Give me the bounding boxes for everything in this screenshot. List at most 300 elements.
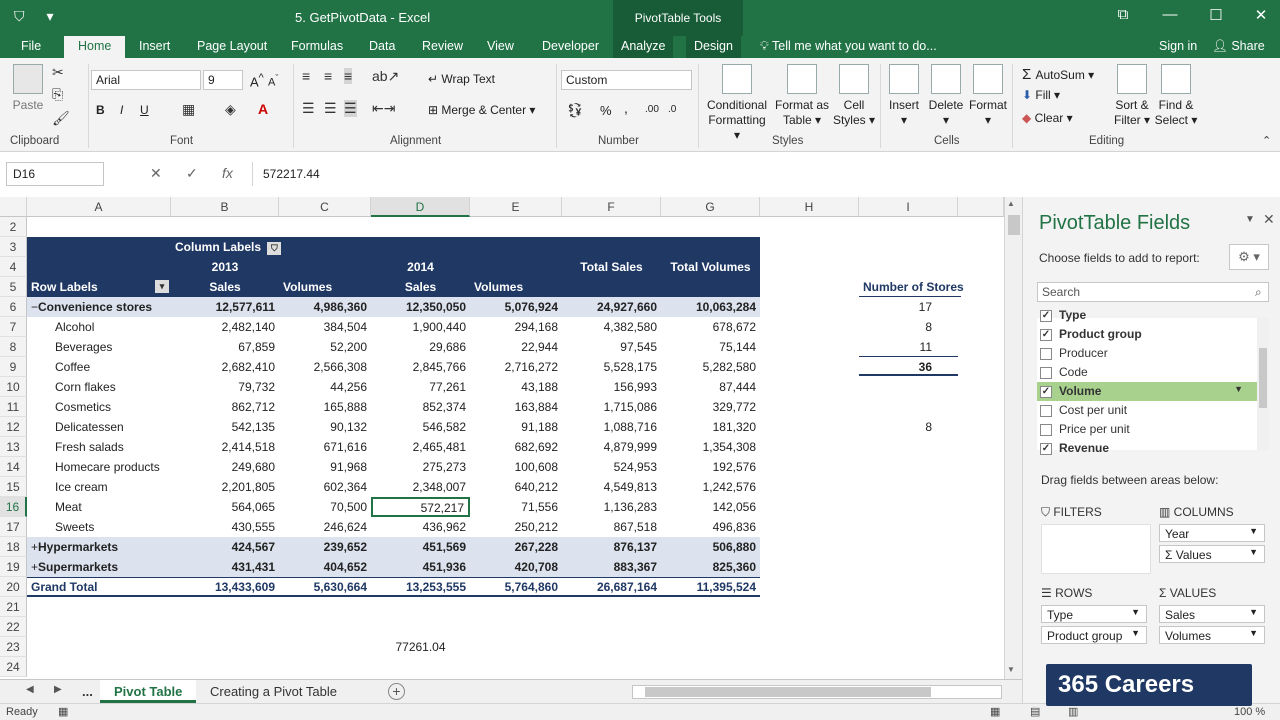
close-icon[interactable]: ✕ [1254,7,1268,24]
table-cell[interactable]: 87,444 [719,380,756,394]
table-cell[interactable]: 506,880 [712,540,756,554]
columns-label: COLUMNS [1173,505,1234,519]
dropdown-icon[interactable]: ▼ [1249,526,1258,536]
table-cell[interactable]: 384,504 [323,320,367,334]
page-break-view-icon[interactable]: ▥ [1068,706,1079,718]
insert-function-icon[interactable]: fx [222,165,233,181]
table-cell[interactable]: 8 [925,320,932,334]
table-cell[interactable]: 876,137 [613,540,657,554]
table-cell[interactable]: 1,242,576 [702,480,756,494]
column-header-i[interactable]: I [859,197,958,217]
format-cells-button[interactable]: Format ▾ [968,64,1008,128]
table-cell[interactable]: 11 [859,337,936,357]
field-volume[interactable] [1037,382,1257,401]
cancel-formula-icon[interactable]: ✕ [150,165,162,181]
table-cell[interactable]: 192,576 [712,460,756,474]
item-label[interactable]: Cosmetics [55,400,112,414]
table-cell[interactable]: 5,630,664 [313,580,367,594]
column-header-b[interactable]: B [171,197,279,217]
item-label[interactable]: Coffee [55,360,91,374]
row-header[interactable]: 19 [0,557,27,577]
table-cell[interactable]: 524,953 [613,460,657,474]
field-search-input[interactable]: Search [1037,282,1269,302]
table-cell[interactable]: 70,500 [330,500,367,514]
checkbox-icon[interactable] [1040,348,1052,360]
checkbox-checked-icon[interactable]: ✓ [1041,329,1051,340]
number-of-stores-header[interactable]: Number of Stores [859,277,961,297]
minimize-icon[interactable]: — [1162,6,1178,23]
format-label: Format [968,98,1007,112]
area-item-product-group[interactable] [1041,626,1147,644]
group-label-hypermarkets[interactable] [27,537,171,557]
table-cell[interactable]: 44,256 [330,380,367,394]
area-item-year[interactable] [1159,524,1265,542]
paste-button[interactable] [8,64,48,113]
checkbox-checked-icon[interactable]: ✓ [1041,310,1051,321]
comma-button[interactable]: , [624,100,628,116]
checkbox-icon[interactable] [1040,367,1052,379]
field-price-per-unit[interactable] [1037,420,1257,439]
table-cell[interactable]: 13,433,609 [214,580,275,594]
format-as-table-button[interactable]: Format as Table ▾ [774,64,830,128]
values-label: VALUES [1169,586,1217,600]
table-cell[interactable]: 2,348,007 [412,480,466,494]
table-cell[interactable]: 431,431 [231,560,275,574]
columns-area[interactable] [1159,502,1269,566]
bold-button[interactable]: B [96,103,105,117]
font-size-select[interactable]: 9 [203,70,243,90]
add-sheet-icon[interactable]: + [388,683,405,700]
column-filter-icon[interactable]: ⛉ [267,242,281,255]
group-divider [1012,64,1013,148]
row-header[interactable]: 20 [0,577,27,597]
formula-input[interactable]: 572217.44 [252,162,1278,186]
orientation-icon[interactable]: ab↗ [372,68,400,84]
tab-view[interactable]: View [487,39,514,53]
cell-d23[interactable]: 77261.04 [395,640,446,654]
table-cell[interactable]: 2,201,805 [221,480,275,494]
table-cell[interactable]: 542,135 [231,420,275,434]
collapse-icon[interactable]: − [31,300,39,314]
row-filter-icon[interactable]: ▾ [155,280,169,293]
area-item-values[interactable] [1159,545,1265,563]
area-item-sales[interactable] [1159,605,1265,623]
worksheet-grid[interactable] [0,197,1004,679]
table-cell[interactable]: 4,382,580 [603,320,657,334]
table-cell[interactable]: 4,986,360 [313,300,367,314]
table-cell[interactable]: 1,088,716 [603,420,657,434]
table-cell[interactable]: 67,859 [238,340,275,354]
table-cell[interactable]: 5,528,175 [603,360,657,374]
column-labels-text: Column Labels [175,240,262,254]
table-cell[interactable]: 29,686 [429,340,466,354]
row-header[interactable]: 17 [0,517,27,537]
copy-icon[interactable]: ⎘ [52,86,64,102]
table-cell[interactable]: 10,063,284 [695,300,756,314]
sheet-tab-pivot-table[interactable]: Pivot Table [100,680,196,703]
dropdown-icon[interactable]: ▼ [1249,547,1258,557]
item-label[interactable]: Corn flakes [55,380,116,394]
table-cell[interactable]: 1,136,283 [603,500,657,514]
row-header[interactable]: 7 [0,317,27,337]
table-cell[interactable]: 267,228 [514,540,558,554]
row-header[interactable]: 10 [0,377,27,397]
table-cell[interactable]: 156,993 [613,380,657,394]
row-header[interactable]: 16 [0,497,27,517]
zoom-level[interactable]: 100 % [1234,706,1266,718]
filters-drop-zone[interactable] [1041,524,1151,574]
font-name-select[interactable]: Arial [91,70,201,90]
wrap-text-button[interactable] [428,72,495,86]
column-header-c[interactable]: C [279,197,371,217]
table-cell[interactable]: 883,367 [613,560,657,574]
field-revenue[interactable] [1037,439,1257,458]
number-format-select[interactable]: Custom [561,70,692,90]
row-header[interactable]: 4 [0,257,27,277]
align-top-icon[interactable]: ≡ [302,68,311,84]
table-cell[interactable]: 1,900,440 [412,320,466,334]
table-cell[interactable]: 4,879,999 [603,440,657,454]
tab-data[interactable]: Data [369,39,396,53]
column-header-j[interactable] [958,197,1004,217]
table-cell[interactable]: 640,212 [514,480,558,494]
increase-decimal-icon[interactable]: .00 [645,104,659,115]
group-name: Convenience stores [38,300,153,314]
close-pane-icon[interactable]: ✕ [1263,211,1275,227]
number-group-label: Number [598,135,639,147]
row-header[interactable]: 23 [0,637,27,657]
delete-cells-icon [931,64,961,94]
table-cell[interactable]: 546,582 [422,420,466,434]
table-cell[interactable]: 329,772 [712,400,756,414]
row-header[interactable]: 15 [0,477,27,497]
field-type[interactable] [1037,306,1257,325]
field-cost-per-unit[interactable] [1037,401,1257,420]
rows-area[interactable] [1041,583,1151,647]
field-dropdown-icon[interactable]: ▼ [1234,384,1243,394]
group-label-convenience[interactable] [27,297,171,317]
column-header-e[interactable]: E [470,197,562,217]
align-right-icon[interactable]: ☰ [344,100,357,116]
table-cell[interactable]: 100,608 [514,460,558,474]
enter-formula-icon[interactable]: ✓ [186,165,198,181]
insert-cells-button[interactable]: Insert ▾ [884,64,924,128]
conditional-formatting-button[interactable]: Conditional Formatting ▾ [704,64,770,143]
dropdown-icon[interactable]: ▼ [1249,607,1258,617]
row-header[interactable]: 22 [0,617,27,637]
clipboard-group-label: Clipboard [10,135,60,147]
prev-sheet-icon[interactable]: ◀ [26,684,34,695]
filters-area[interactable] [1041,502,1151,574]
pane-options-icon[interactable]: ▼ [1245,214,1255,225]
shrink-font-icon[interactable]: $A^ˇ$ [268,73,279,89]
checkbox-icon[interactable] [1040,405,1052,417]
row-header[interactable]: 18 [0,537,27,557]
side-total-cell[interactable]: 36 [918,360,932,374]
decrease-decimal-icon[interactable]: .0 [668,104,677,115]
item-label[interactable]: Ice cream [55,480,108,494]
page-layout-view-icon[interactable]: ▤ [1030,706,1041,718]
area-item-label: Values [1175,548,1212,562]
table-cell[interactable]: 1,354,308 [702,440,756,454]
tab-file[interactable]: File [21,39,42,53]
share-button[interactable] [1212,39,1265,54]
table-cell[interactable]: 2,465,481 [412,440,466,454]
maximize-icon[interactable]: ☐ [1209,7,1223,24]
scroll-up-icon[interactable]: ▲ [1007,199,1015,208]
clear-button[interactable]: ◆ Clear ▾ [1022,111,1073,125]
row-header[interactable]: 11 [0,397,27,417]
tab-developer[interactable]: Developer [542,39,599,53]
table-cell[interactable]: 451,936 [422,560,466,574]
editing-group-label: Editing [1089,135,1125,147]
row-header[interactable]: 2 [0,217,27,237]
table-cell[interactable]: 852,374 [422,400,466,414]
column-header-f[interactable]: F [562,197,661,217]
item-label[interactable]: Sweets [55,520,95,534]
checkbox-icon[interactable] [1040,424,1052,436]
table-cell[interactable]: 90,132 [330,420,367,434]
tab-insert[interactable]: Insert [139,39,171,53]
row-header[interactable]: 8 [0,337,27,357]
item-label[interactable]: Alcohol [55,320,95,334]
align-left-icon[interactable]: ☰ [302,100,315,116]
table-cell[interactable]: 8 [925,420,932,434]
select-all-corner[interactable] [0,197,27,217]
table-cell[interactable]: 862,712 [231,400,275,414]
column-header-d[interactable]: D [371,197,470,217]
align-middle-icon[interactable]: ≡ [324,68,333,84]
table-cell[interactable]: 239,652 [323,540,367,554]
table-cell[interactable]: 420,708 [514,560,558,574]
table-cell[interactable]: 430,555 [231,520,275,534]
group-label-supermarkets[interactable] [27,557,171,577]
tab-design[interactable]: Design [686,36,741,58]
item-label[interactable]: Meat [55,500,82,514]
autosum-button[interactable]: Σ AutoSum ▾ [1022,66,1095,83]
status-ready: Ready [6,706,38,718]
column-header-a[interactable]: A [27,197,171,217]
tab-review[interactable]: Review [422,39,463,53]
field-product-group[interactable] [1037,325,1257,344]
row-header[interactable]: 24 [0,657,27,677]
row-header[interactable]: 12 [0,417,27,437]
delete-cells-button[interactable]: Delete ▾ [926,64,966,128]
table-cell[interactable]: 142,056 [712,500,756,514]
table-cell[interactable]: 2,566,308 [313,360,367,374]
field-list-scrollbar[interactable] [1257,318,1269,450]
table-cell[interactable]: 165,888 [323,400,367,414]
percent-button[interactable]: % [600,103,612,118]
expand-icon[interactable]: + [31,560,39,574]
table-cell[interactable]: 77,261 [429,380,466,394]
field-list-thumb[interactable] [1259,348,1267,408]
expand-icon[interactable]: + [31,540,39,554]
table-cell[interactable]: 181,320 [712,420,756,434]
active-cell-d16[interactable]: 572,217 [371,497,470,517]
gear-icon[interactable]: ⚙ ▾ [1229,244,1269,270]
sort-filter-button[interactable]: Sort & Filter ▾ [1110,64,1154,128]
item-label[interactable]: Delicatessen [55,420,124,434]
font-color-icon[interactable]: A [258,101,269,117]
align-center-icon[interactable]: ☰ [324,100,337,116]
macro-record-icon[interactable]: ▦ [58,706,69,718]
sort-label-2: Filter [1113,113,1141,127]
table-cell[interactable]: 91,968 [330,460,367,474]
table-cell[interactable]: 79,732 [238,380,275,394]
h-scroll-thumb[interactable] [645,687,931,697]
table-cell[interactable]: 825,360 [712,560,756,574]
scroll-thumb[interactable] [1008,215,1020,235]
collapse-ribbon-icon[interactable]: ⌃ [1262,135,1272,147]
cut-icon[interactable]: ✂ [52,64,64,80]
row-header[interactable]: 9 [0,357,27,377]
align-bottom-icon[interactable]: ≡ [344,68,353,84]
table-cell[interactable]: 4,549,813 [603,480,657,494]
cells-group-label: Cells [934,135,960,147]
area-item-volumes[interactable] [1159,626,1265,644]
total-sales-header: Total Sales [580,260,643,274]
table-cell[interactable]: 12,577,611 [215,300,275,314]
find-select-button[interactable]: Find & Select ▾ [1154,64,1198,128]
table-cell[interactable]: 43,188 [521,380,558,394]
scroll-down-icon[interactable]: ▼ [1007,665,1015,674]
table-cell[interactable]: 11,395,524 [696,580,756,594]
pivottable-tools-context: PivotTable Tools [613,0,743,36]
table-cell[interactable]: 26,687,164 [596,580,657,594]
table-cell[interactable]: 71,556 [521,500,558,514]
table-cell[interactable]: 564,065 [231,500,275,514]
merge-center-button[interactable]: ⊞ Merge & Center ▾ [428,103,536,117]
table-cell[interactable]: 682,692 [514,440,558,454]
row-header[interactable]: 21 [0,597,27,617]
tab-home[interactable]: Home [64,36,125,58]
customize-qat-icon[interactable]: ▾ [46,8,54,24]
next-sheet-icon[interactable]: ▶ [54,684,62,695]
item-label[interactable]: Beverages [55,340,113,354]
table-cell[interactable]: 275,273 [422,460,466,474]
table-cell[interactable]: 1,715,086 [603,400,657,414]
sheet-tab-creating-pivot[interactable]: Creating a Pivot Table [210,684,337,699]
table-cell[interactable]: 436,962 [422,520,466,534]
table-cell[interactable]: 2,414,518 [221,440,275,454]
more-sheets-button[interactable]: ... [82,684,93,699]
table-cell[interactable]: 5,764,860 [504,580,558,594]
cell-styles-button[interactable]: Cell Styles ▾ [832,64,876,128]
area-item-type[interactable] [1041,605,1147,623]
checkbox-checked-icon[interactable]: ✓ [1041,443,1051,454]
dropdown-icon[interactable]: ▼ [1131,628,1140,638]
table-cell[interactable]: 52,200 [330,340,367,354]
row-header[interactable]: 5 [0,277,27,297]
row-header[interactable]: 13 [0,437,27,457]
column-header-h[interactable]: H [760,197,859,217]
row-header[interactable]: 3 [0,237,27,257]
table-cell[interactable]: 12,350,050 [405,300,466,314]
document-title: 5. GetPivotData - Excel [295,10,431,25]
checkbox-checked-icon[interactable]: ✓ [1041,386,1051,397]
format-as-table-icon [787,64,817,94]
ribbon-display-icon[interactable]: ⧉ [1117,6,1129,23]
table-cell[interactable]: 294,168 [514,320,558,334]
table-cell[interactable]: 75,144 [719,340,756,354]
row-header[interactable]: 6 [0,297,27,317]
drag-fields-text: Drag fields between areas below: [1041,473,1219,487]
dropdown-icon[interactable]: ▼ [1131,607,1140,617]
item-label[interactable]: Fresh salads [55,440,124,454]
table-cell[interactable]: 250,212 [514,520,558,534]
table-cell[interactable]: 97,545 [620,340,657,354]
table-cell[interactable]: 13,253,555 [405,580,466,594]
tab-formulas[interactable]: Formulas [291,39,344,53]
format-painter-icon[interactable]: 🖌︎ [52,110,70,126]
dropdown-icon[interactable]: ▼ [1249,628,1258,638]
name-box[interactable]: D16 [6,162,104,186]
table-cell[interactable]: 2,845,766 [412,360,466,374]
table-cell[interactable]: 246,624 [323,520,367,534]
tell-me-search[interactable] [760,39,937,54]
field-code[interactable] [1037,363,1257,382]
table-cell[interactable]: 678,672 [712,320,756,334]
normal-view-icon[interactable]: ▦ [990,706,1001,718]
table-cell[interactable]: 451,569 [422,540,466,554]
merge-label: Merge & Center [441,103,527,117]
italic-button[interactable]: I [120,103,124,117]
borders-icon[interactable]: ▦ [182,101,196,117]
group-divider [88,64,89,148]
table-cell[interactable]: 424,567 [231,540,275,554]
table-cell[interactable]: 2,716,272 [504,360,558,374]
horizontal-scrollbar[interactable] [632,685,1002,699]
table-cell[interactable]: 17 [918,300,932,314]
table-cell[interactable]: 2,682,410 [221,360,275,374]
values-area[interactable] [1159,583,1269,647]
row-header[interactable]: 14 [0,457,27,477]
table-cell[interactable]: 5,076,924 [504,300,558,314]
area-item-label: Volumes [1165,629,1212,643]
grow-font-icon[interactable]: A^ [250,72,264,90]
table-cell[interactable]: 867,518 [613,520,657,534]
pivottable-fields-pane [1022,197,1280,703]
table-cell[interactable]: 671,616 [323,440,367,454]
tab-analyze[interactable]: Analyze [613,36,673,58]
table-cell[interactable]: 5,282,580 [702,360,756,374]
tab-page-layout[interactable]: Page Layout [197,39,268,53]
item-label[interactable]: Homecare products [55,460,160,474]
filter-icon[interactable]: ⛉ [14,8,25,24]
vertical-scrollbar[interactable] [1004,197,1022,679]
table-cell[interactable]: 249,680 [231,460,275,474]
table-cell[interactable]: 91,188 [521,420,558,434]
underline-button[interactable]: U [140,103,149,117]
sign-in-link[interactable]: Sign in [1159,39,1198,53]
fill-color-icon[interactable]: ◈ [225,101,236,117]
field-producer[interactable] [1037,344,1257,363]
area-item-label: Product group [1047,629,1123,643]
fill-button[interactable]: ⬇ Fill ▾ [1022,88,1061,102]
table-cell[interactable]: 496,836 [712,520,756,534]
column-header-g[interactable]: G [661,197,760,217]
table-cell[interactable]: 602,364 [323,480,367,494]
table-cell[interactable]: 24,927,660 [596,300,657,314]
indent-icon[interactable]: ⇤⇥ [372,100,396,116]
table-cell[interactable]: 163,884 [514,400,558,414]
grand-total-label[interactable]: Grand Total [31,580,98,594]
table-cell[interactable]: 404,652 [323,560,367,574]
currency-icon[interactable]: 💱︎ [566,102,584,118]
table-cell[interactable]: 22,944 [521,340,558,354]
table-cell[interactable]: 2,482,140 [221,320,275,334]
